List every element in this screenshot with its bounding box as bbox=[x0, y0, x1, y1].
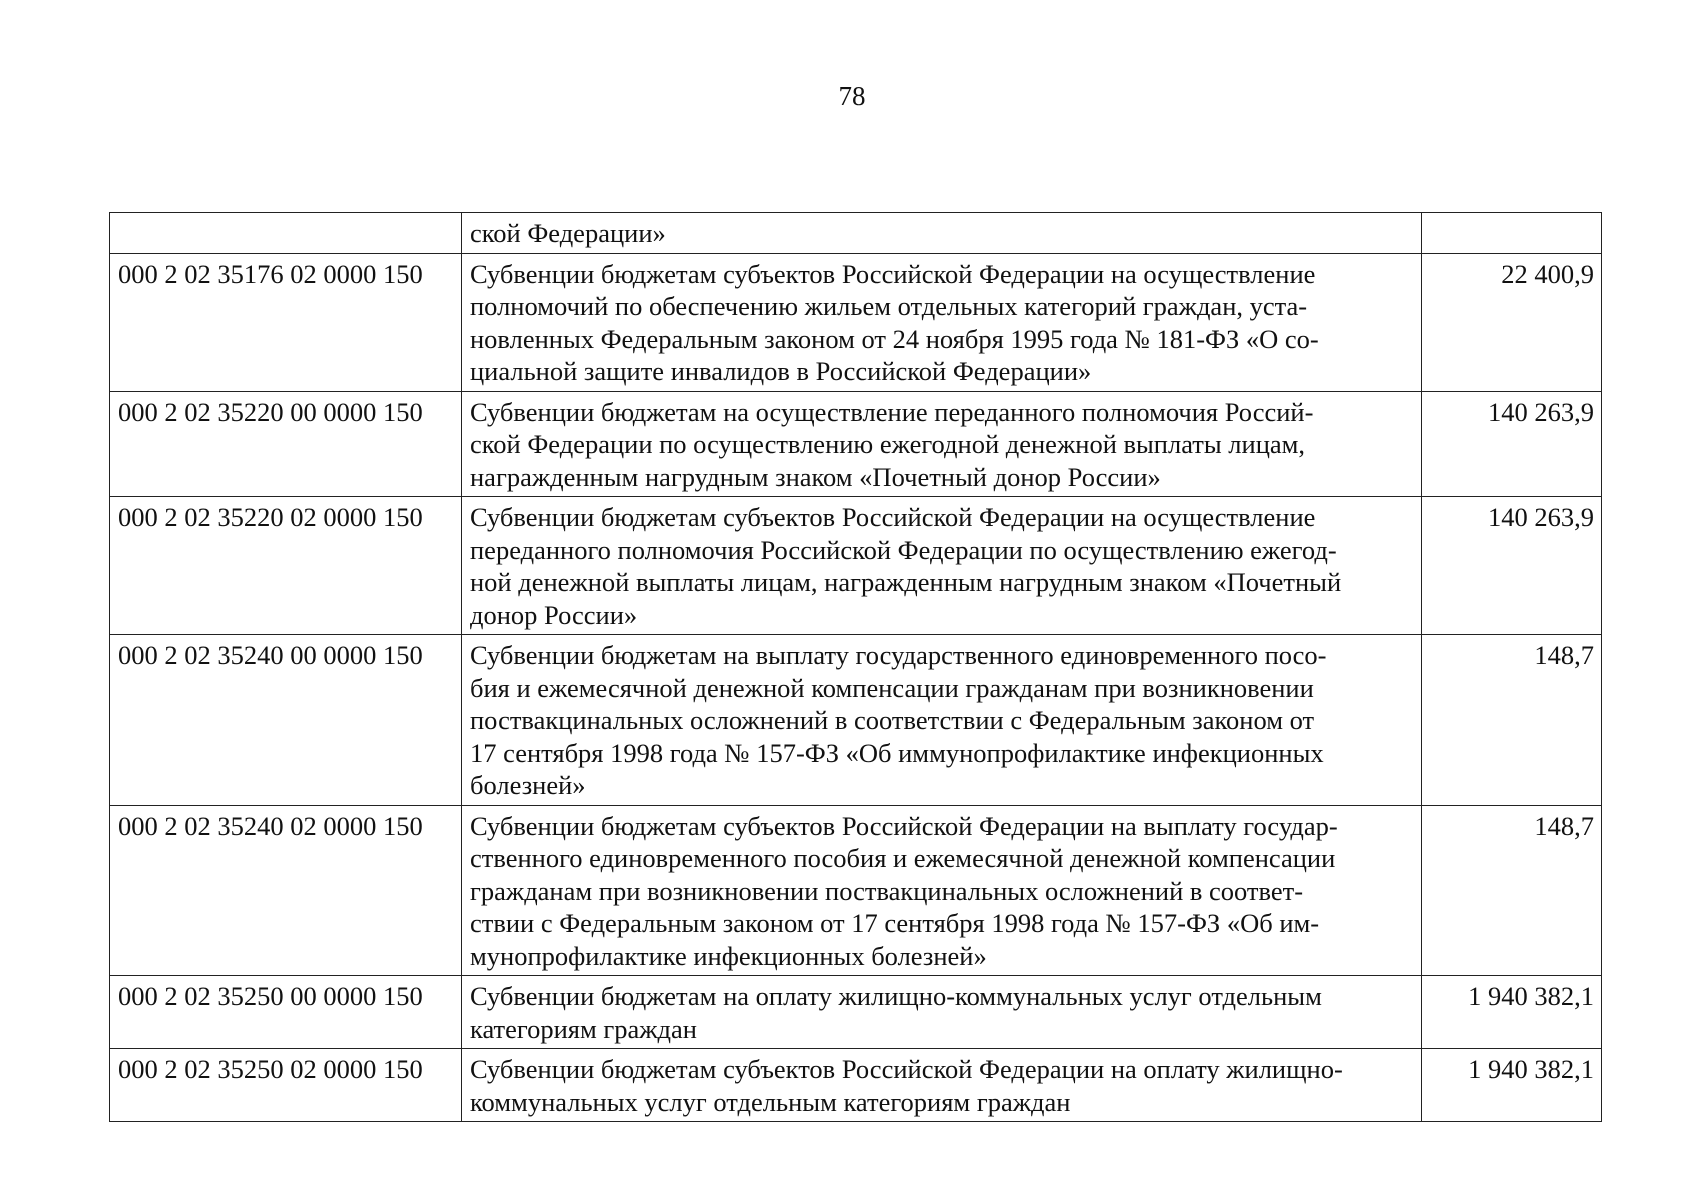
table-row bbox=[110, 976, 1602, 1049]
description-line: Субвенции бюджетам субъектов Российской Федерации на оплату жилищно- bbox=[470, 1054, 1343, 1084]
description-line: полномочий по обеспечению жильем отдельных категорий граждан, уста- bbox=[470, 291, 1308, 321]
description-line: гражданам при возникновении поствакцинальных осложнений в соответ- bbox=[470, 875, 1304, 906]
description-cell bbox=[462, 497, 1422, 635]
description-line: новленных Федеральным законом от 24 ноября 1995 года № 181-ФЗ «О со- bbox=[470, 323, 1319, 354]
budget-code-cell: 000 2 02 35220 02 0000 150 bbox=[110, 497, 462, 635]
amount-cell: 140 263,9 bbox=[1422, 497, 1602, 635]
description-line: Субвенции бюджетам на осуществление переданного полномочия Россий- bbox=[470, 396, 1314, 427]
budget-code-cell: 000 2 02 35250 02 0000 150 bbox=[110, 1049, 462, 1122]
description-line: циальной защите инвалидов в Российской Федерации» bbox=[470, 356, 1092, 386]
amount-cell: 1 940 382,1 bbox=[1422, 1049, 1602, 1122]
table-row bbox=[110, 391, 1602, 497]
table-row bbox=[110, 635, 1602, 806]
description-line: болезней» bbox=[470, 770, 586, 800]
budget-code-cell bbox=[110, 213, 462, 254]
description-cell bbox=[462, 213, 1422, 254]
description-line: коммунальных услуг отдельным категориям граждан bbox=[470, 1086, 1071, 1117]
description-line: поствакцинальных осложнений в соответствии с Федеральным законом от bbox=[470, 705, 1315, 735]
description-cell bbox=[462, 1049, 1422, 1122]
description-line: ской Федерации» bbox=[470, 218, 666, 248]
description-line: 17 сентября 1998 года № 157-ФЗ «Об иммунопрофилактике инфекционных bbox=[470, 737, 1324, 768]
description-line: переданного полномочия Российской Федерации по осуществлению ежегод- bbox=[470, 534, 1337, 565]
description-cell bbox=[462, 253, 1422, 391]
description-cell bbox=[462, 635, 1422, 806]
description-line: Субвенции бюджетам субъектов Российской Федерации на осуществление bbox=[470, 502, 1316, 532]
budget-code-cell: 000 2 02 35176 02 0000 150 bbox=[110, 253, 462, 391]
amount-cell: 148,7 bbox=[1422, 805, 1602, 976]
budget-code-cell: 000 2 02 35240 00 0000 150 bbox=[110, 635, 462, 806]
description-line: Субвенции бюджетам на оплату жилищно-коммунальных услуг отдельным bbox=[470, 981, 1322, 1011]
description-line: награжденным нагрудным знаком «Почетный донор России» bbox=[470, 461, 1161, 492]
amount-cell: 148,7 bbox=[1422, 635, 1602, 806]
description-line: донор России» bbox=[470, 599, 638, 630]
amount-cell bbox=[1422, 213, 1602, 254]
table-row bbox=[110, 253, 1602, 391]
description-cell bbox=[462, 391, 1422, 497]
description-cell bbox=[462, 805, 1422, 976]
table-row bbox=[110, 805, 1602, 976]
description-line: бия и ежемесячной денежной компенсации гражданам при возникновении bbox=[470, 672, 1314, 703]
description-cell bbox=[462, 976, 1422, 1049]
description-line: ствии с Федеральным законом от 17 сентября 1998 года № 157-ФЗ «Об им- bbox=[470, 908, 1320, 938]
description-line: мунопрофилактике инфекционных болезней» bbox=[470, 940, 987, 971]
budget-code-cell: 000 2 02 35250 00 0000 150 bbox=[110, 976, 462, 1049]
amount-cell: 140 263,9 bbox=[1422, 391, 1602, 497]
budget-code-cell: 000 2 02 35220 00 0000 150 bbox=[110, 391, 462, 497]
description-line: Субвенции бюджетам субъектов Российской Федерации на выплату государ- bbox=[470, 810, 1338, 841]
description-line: ской Федерации по осуществлению ежегодной денежной выплаты лицам, bbox=[470, 429, 1306, 459]
amount-cell: 1 940 382,1 bbox=[1422, 976, 1602, 1049]
budget-code-cell: 000 2 02 35240 02 0000 150 bbox=[110, 805, 462, 976]
description-line: ственного единовременного пособия и ежемесячной денежной компенсации bbox=[470, 843, 1336, 873]
amount-cell: 22 400,9 bbox=[1422, 253, 1602, 391]
page-number: 78 bbox=[838, 81, 866, 111]
table-row bbox=[110, 497, 1602, 635]
table-row bbox=[110, 213, 1602, 254]
table-row bbox=[110, 1049, 1602, 1122]
description-line: ной денежной выплаты лицам, награжденным нагрудным знаком «Почетный bbox=[470, 567, 1342, 597]
description-line: Субвенции бюджетам на выплату государственного единовременного посо- bbox=[470, 640, 1327, 670]
budget-table bbox=[109, 212, 1602, 1122]
description-line: категориям граждан bbox=[470, 1013, 697, 1044]
description-line: Субвенции бюджетам субъектов Российской Федерации на осуществление bbox=[470, 258, 1316, 289]
